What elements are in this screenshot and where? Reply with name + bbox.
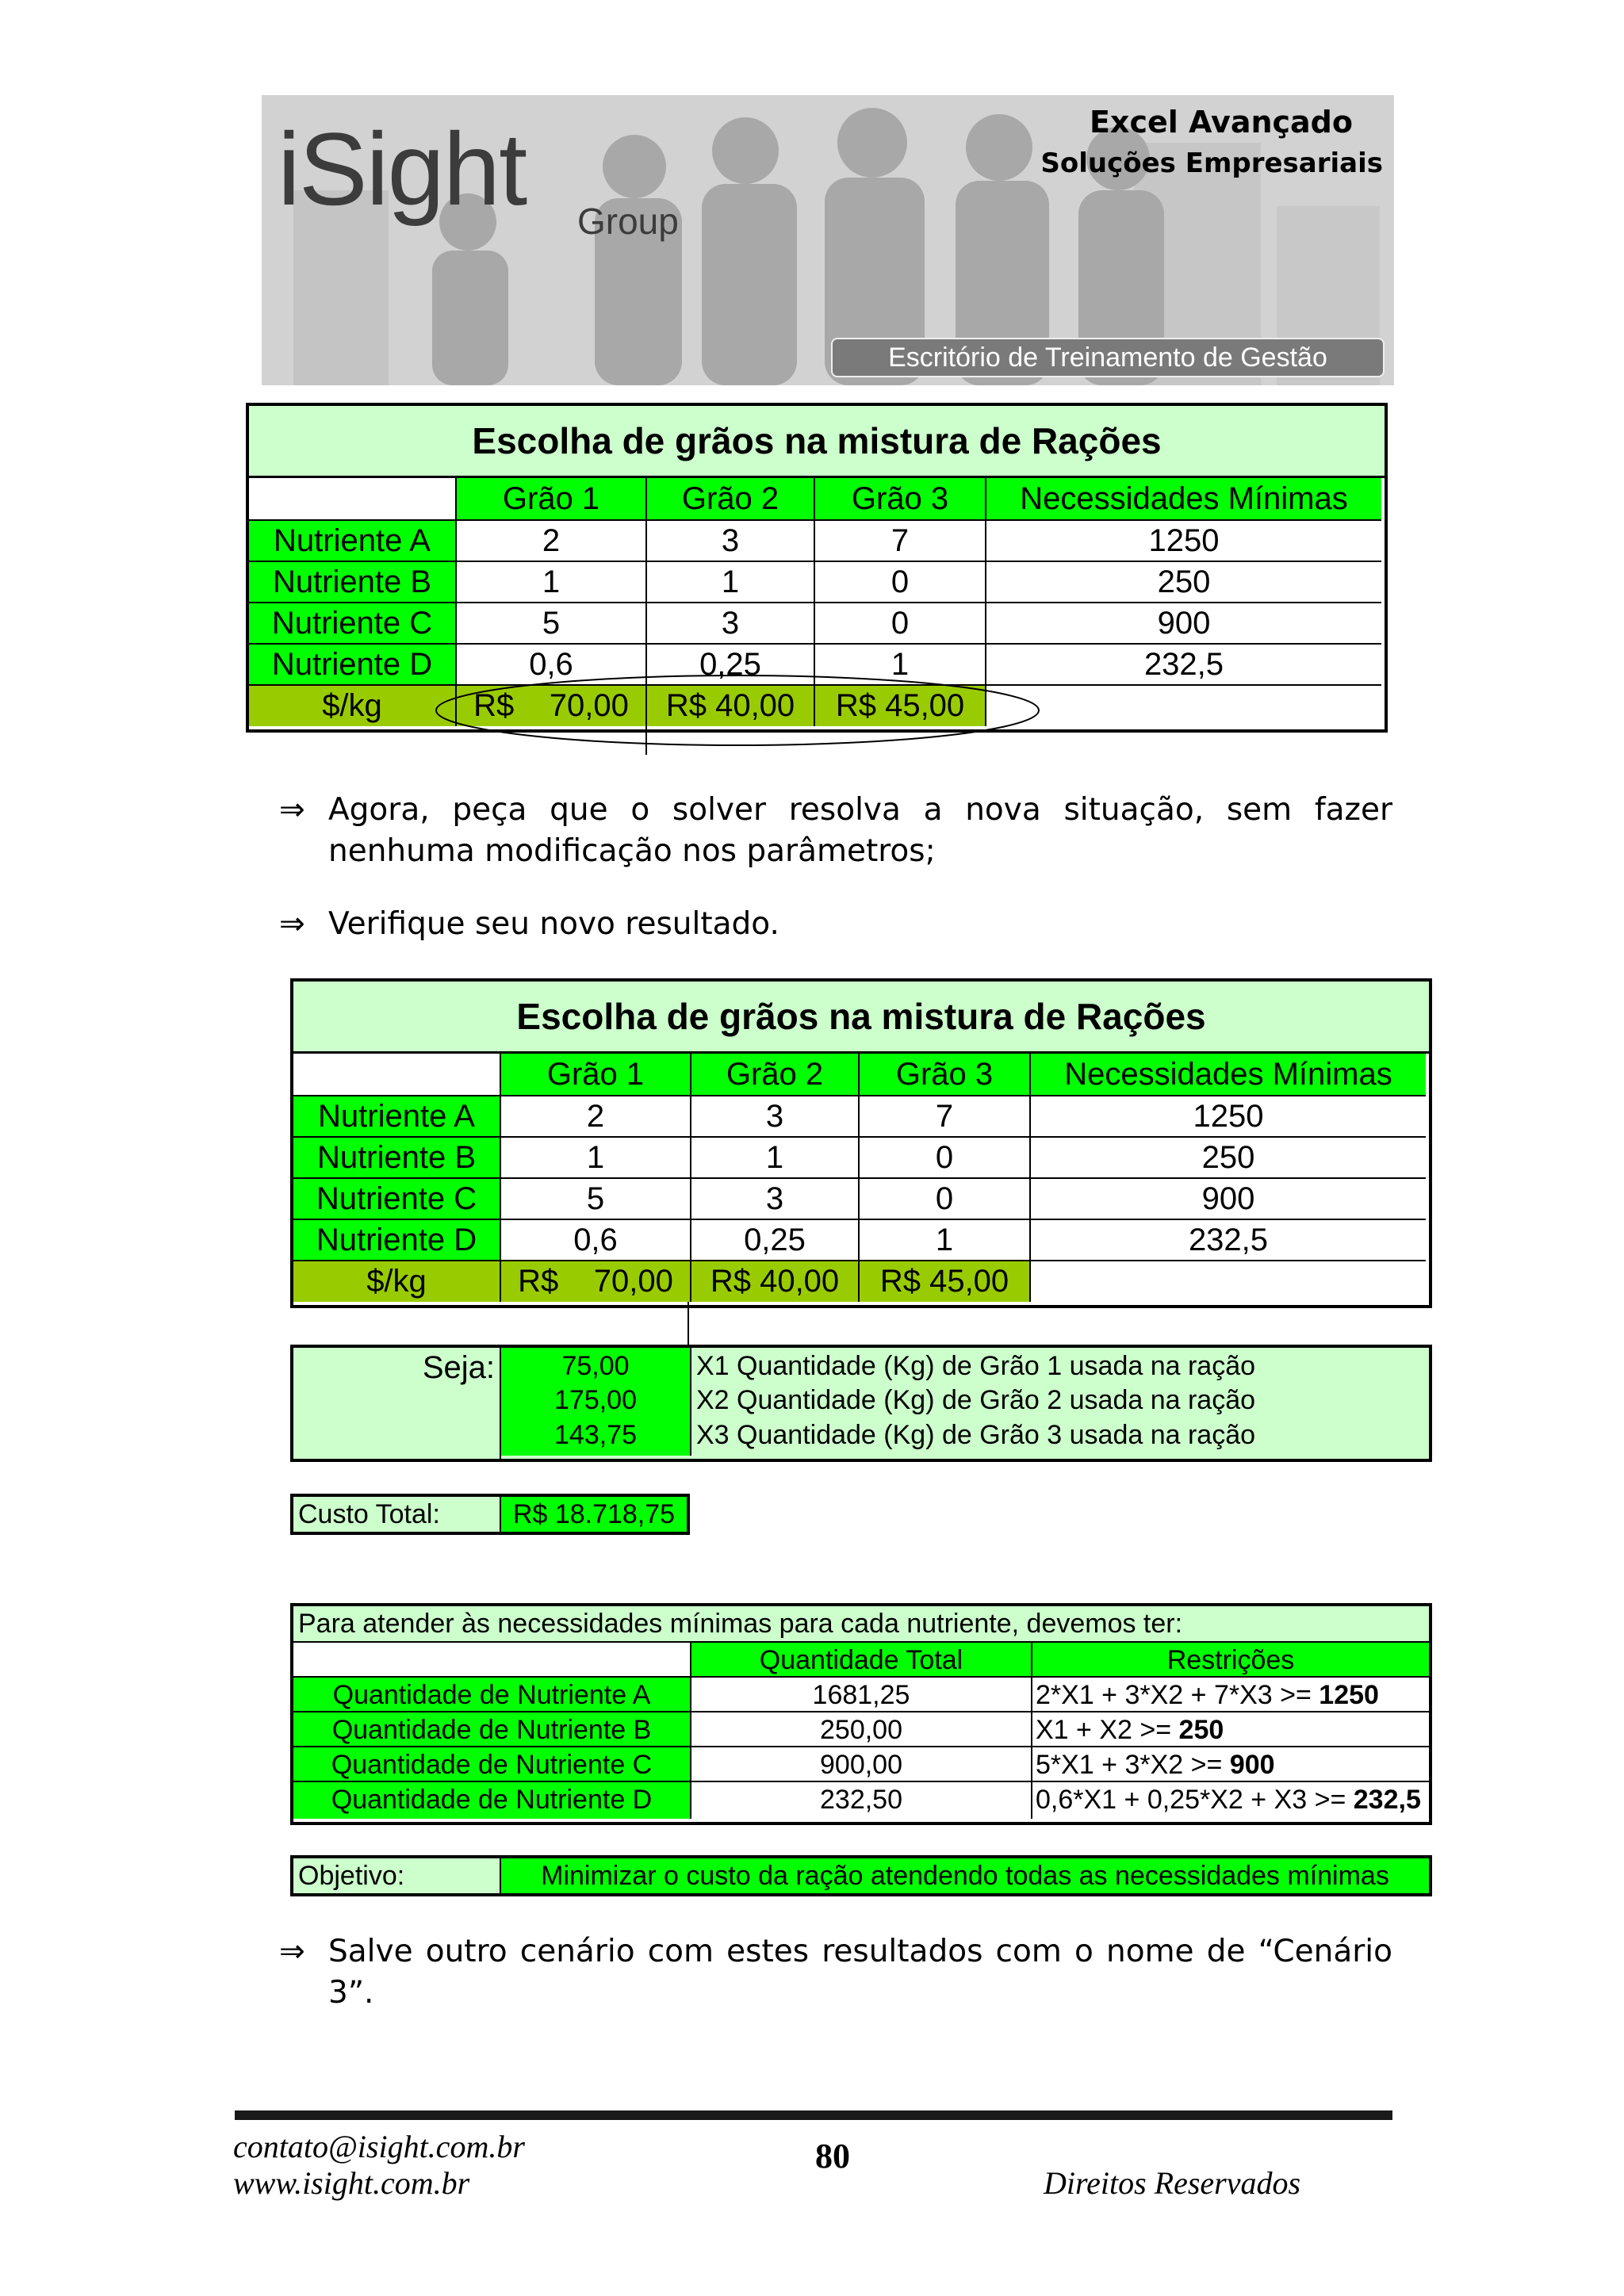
seja-description: X2 Quantidade (Kg) de Grão 2 usada na ração: [696, 1385, 1256, 1415]
table-cell: 900,00: [691, 1747, 1032, 1782]
bullet-text: Verifique seu novo resultado.: [328, 906, 779, 942]
table-cell: 7: [860, 1096, 1031, 1138]
header-banner: [262, 95, 1394, 385]
table-cell: 1681,25: [691, 1678, 1032, 1712]
footer-email[interactable]: contato@isight.com.br: [233, 2129, 525, 2164]
grain-table-2: [290, 978, 1432, 1308]
table-cell: 232,5: [986, 645, 1381, 686]
row-label: Quantidade de Nutriente C: [293, 1747, 691, 1782]
seja-description: X1 Quantidade (Kg) de Grão 1 usada na ração: [696, 1351, 1256, 1381]
custo-label: Custo Total:: [293, 1497, 501, 1532]
constraint-expression: 5*X1 + 3*X2 >=: [1036, 1750, 1230, 1780]
row-label: Quantidade de Nutriente D: [293, 1782, 691, 1819]
table-cell: 250: [1031, 1138, 1426, 1179]
footer-website[interactable]: www.isight.com.br: [233, 2165, 470, 2201]
table-cell: 0: [815, 562, 986, 603]
price-cell: R$ 70,00: [457, 686, 647, 726]
arrow-icon: ⇒: [279, 906, 305, 942]
table-cell: 1250: [986, 521, 1381, 562]
row-label: Nutriente B: [293, 1138, 501, 1179]
header-subtitle: Soluções Empresariais: [1040, 147, 1383, 179]
table-cell: 0: [815, 603, 986, 645]
row-label: Nutriente C: [293, 1179, 501, 1220]
column-header: Necessidades Mínimas: [986, 478, 1381, 521]
table-title: Escolha de grãos na mistura de Rações: [249, 406, 1385, 478]
price-cell: R$ 40,00: [691, 1261, 860, 1302]
row-label: Nutriente A: [293, 1096, 501, 1138]
seja-value: 75,00: [501, 1348, 691, 1383]
row-label: Nutriente A: [249, 521, 457, 562]
constraint-bound: 232,5: [1353, 1785, 1421, 1815]
column-header: Grão 2: [691, 1054, 860, 1096]
seja-value: 143,75: [501, 1418, 691, 1456]
bullet-item: [279, 790, 1392, 877]
table-cell: 0: [860, 1179, 1031, 1220]
header-title: Excel Avançado: [1089, 105, 1353, 140]
custo-total: [290, 1494, 690, 1535]
column-header: Quantidade Total: [691, 1643, 1032, 1678]
row-label: Nutriente D: [249, 645, 457, 686]
column-header: Grão 1: [501, 1054, 691, 1096]
row-label: Quantidade de Nutriente B: [293, 1712, 691, 1747]
price-label: $/kg: [293, 1261, 501, 1302]
table-cell: 1: [457, 562, 647, 603]
table-cell: 232,5: [1031, 1220, 1426, 1261]
logo-group: Group: [577, 201, 679, 242]
constraint-bound: 1250: [1319, 1680, 1379, 1710]
bullet-item: [279, 1931, 1392, 2019]
bullet-text: Agora, peça que o solver resolva a nova situação, sem fazer nenhuma modificação nos parâmetros;: [328, 792, 1392, 869]
seja-label: Seja:: [293, 1348, 501, 1459]
constraint-bound: 900: [1229, 1750, 1275, 1780]
price-label: $/kg: [249, 686, 457, 726]
row-label: Quantidade de Nutriente A: [293, 1678, 691, 1712]
table-cell: 1: [815, 645, 986, 686]
table-corner: [249, 478, 457, 521]
table-cell: 0,6: [501, 1220, 691, 1261]
footer-rights: Direitos Reservados: [1044, 2165, 1301, 2201]
logo-isight: iSight: [278, 111, 527, 227]
constraint-cell: [1032, 1747, 1429, 1782]
table-cell: 0,6: [457, 645, 647, 686]
price-cell: R$ 45,00: [815, 686, 986, 726]
header-strip: Escritório de Treinamento de Gestão: [831, 338, 1385, 377]
constraint-cell: [1032, 1782, 1429, 1819]
table-cell: 2: [457, 521, 647, 562]
constraint-cell: [1032, 1678, 1429, 1712]
constraint-expression: X1 + X2 >=: [1036, 1715, 1179, 1745]
seja-description: X3 Quantidade (Kg) de Grão 3 usada na ração: [696, 1420, 1256, 1450]
row-label: Nutriente C: [249, 603, 457, 645]
arrow-icon: ⇒: [279, 1934, 305, 1969]
connector-line: [688, 1302, 689, 1346]
table-cell: 1: [691, 1138, 860, 1179]
seja-value: 175,00: [501, 1383, 691, 1418]
table-cell: 3: [691, 1096, 860, 1138]
column-header: Grão 3: [860, 1054, 1031, 1096]
table-cell: 900: [986, 603, 1381, 645]
seja-block: [290, 1345, 1432, 1462]
arrow-icon: ⇒: [279, 792, 305, 828]
column-header: Grão 2: [647, 478, 815, 521]
column-header: Necessidades Mínimas: [1031, 1054, 1426, 1096]
table-title: Escolha de grãos na mistura de Rações: [293, 982, 1429, 1054]
column-header: Grão 3: [815, 478, 986, 521]
table-cell: 3: [647, 521, 815, 562]
table-cell: 5: [457, 603, 647, 645]
table-cell: 1250: [1031, 1096, 1426, 1138]
bullet-item: [279, 904, 1392, 948]
objetivo-row: [290, 1855, 1432, 1896]
price-cell: R$ 70,00: [501, 1261, 691, 1302]
table-cell: 3: [691, 1179, 860, 1220]
table-cell: 5: [501, 1179, 691, 1220]
table-cell: 1: [501, 1138, 691, 1179]
table-cell: 2: [501, 1096, 691, 1138]
objetivo-label: Objetivo:: [293, 1858, 501, 1893]
restricoes-intro: Para atender às necessidades mínimas para cada nutriente, devemos ter:: [293, 1606, 1429, 1643]
table-cell: 3: [647, 603, 815, 645]
constraint-bound: 250: [1178, 1715, 1224, 1745]
column-header: Restrições: [1032, 1643, 1429, 1678]
table-cell: 0: [860, 1138, 1031, 1179]
table-cell: 900: [1031, 1179, 1426, 1220]
table-cell: 250,00: [691, 1712, 1032, 1747]
table-cell: 0,25: [647, 645, 815, 686]
table-cell: 250: [986, 562, 1381, 603]
constraint-expression: 0,6*X1 + 0,25*X2 + X3 >=: [1036, 1785, 1354, 1815]
restricoes-table: [290, 1603, 1432, 1825]
price-cell: R$ 45,00: [860, 1261, 1031, 1302]
footer-rule: [235, 2110, 1392, 2120]
constraint-expression: 2*X1 + 3*X2 + 7*X3 >=: [1036, 1680, 1320, 1710]
price-cell: R$ 40,00: [647, 686, 815, 726]
row-label: Nutriente B: [249, 562, 457, 603]
table-cell: 1: [647, 562, 815, 603]
table-corner: [293, 1054, 501, 1096]
table-cell: 7: [815, 521, 986, 562]
table-cell: 0,25: [691, 1220, 860, 1261]
custo-value: R$ 18.718,75: [501, 1497, 687, 1532]
table-cell: 1: [860, 1220, 1031, 1261]
column-header: Grão 1: [457, 478, 647, 521]
row-label: Nutriente D: [293, 1220, 501, 1261]
bullet-text: Salve outro cenário com estes resultados com o nome de “Cenário 3”.: [328, 1934, 1392, 2011]
price-empty-cell: [1031, 1261, 1426, 1302]
objetivo-text: Minimizar o custo da ração atendendo todas as necessidades mínimas: [501, 1858, 1429, 1893]
ellipse-annotation: [428, 666, 1047, 761]
table-cell: 232,50: [691, 1782, 1032, 1819]
table-corner: [293, 1643, 691, 1678]
page-number: 80: [815, 2137, 850, 2175]
constraint-cell: [1032, 1712, 1429, 1747]
